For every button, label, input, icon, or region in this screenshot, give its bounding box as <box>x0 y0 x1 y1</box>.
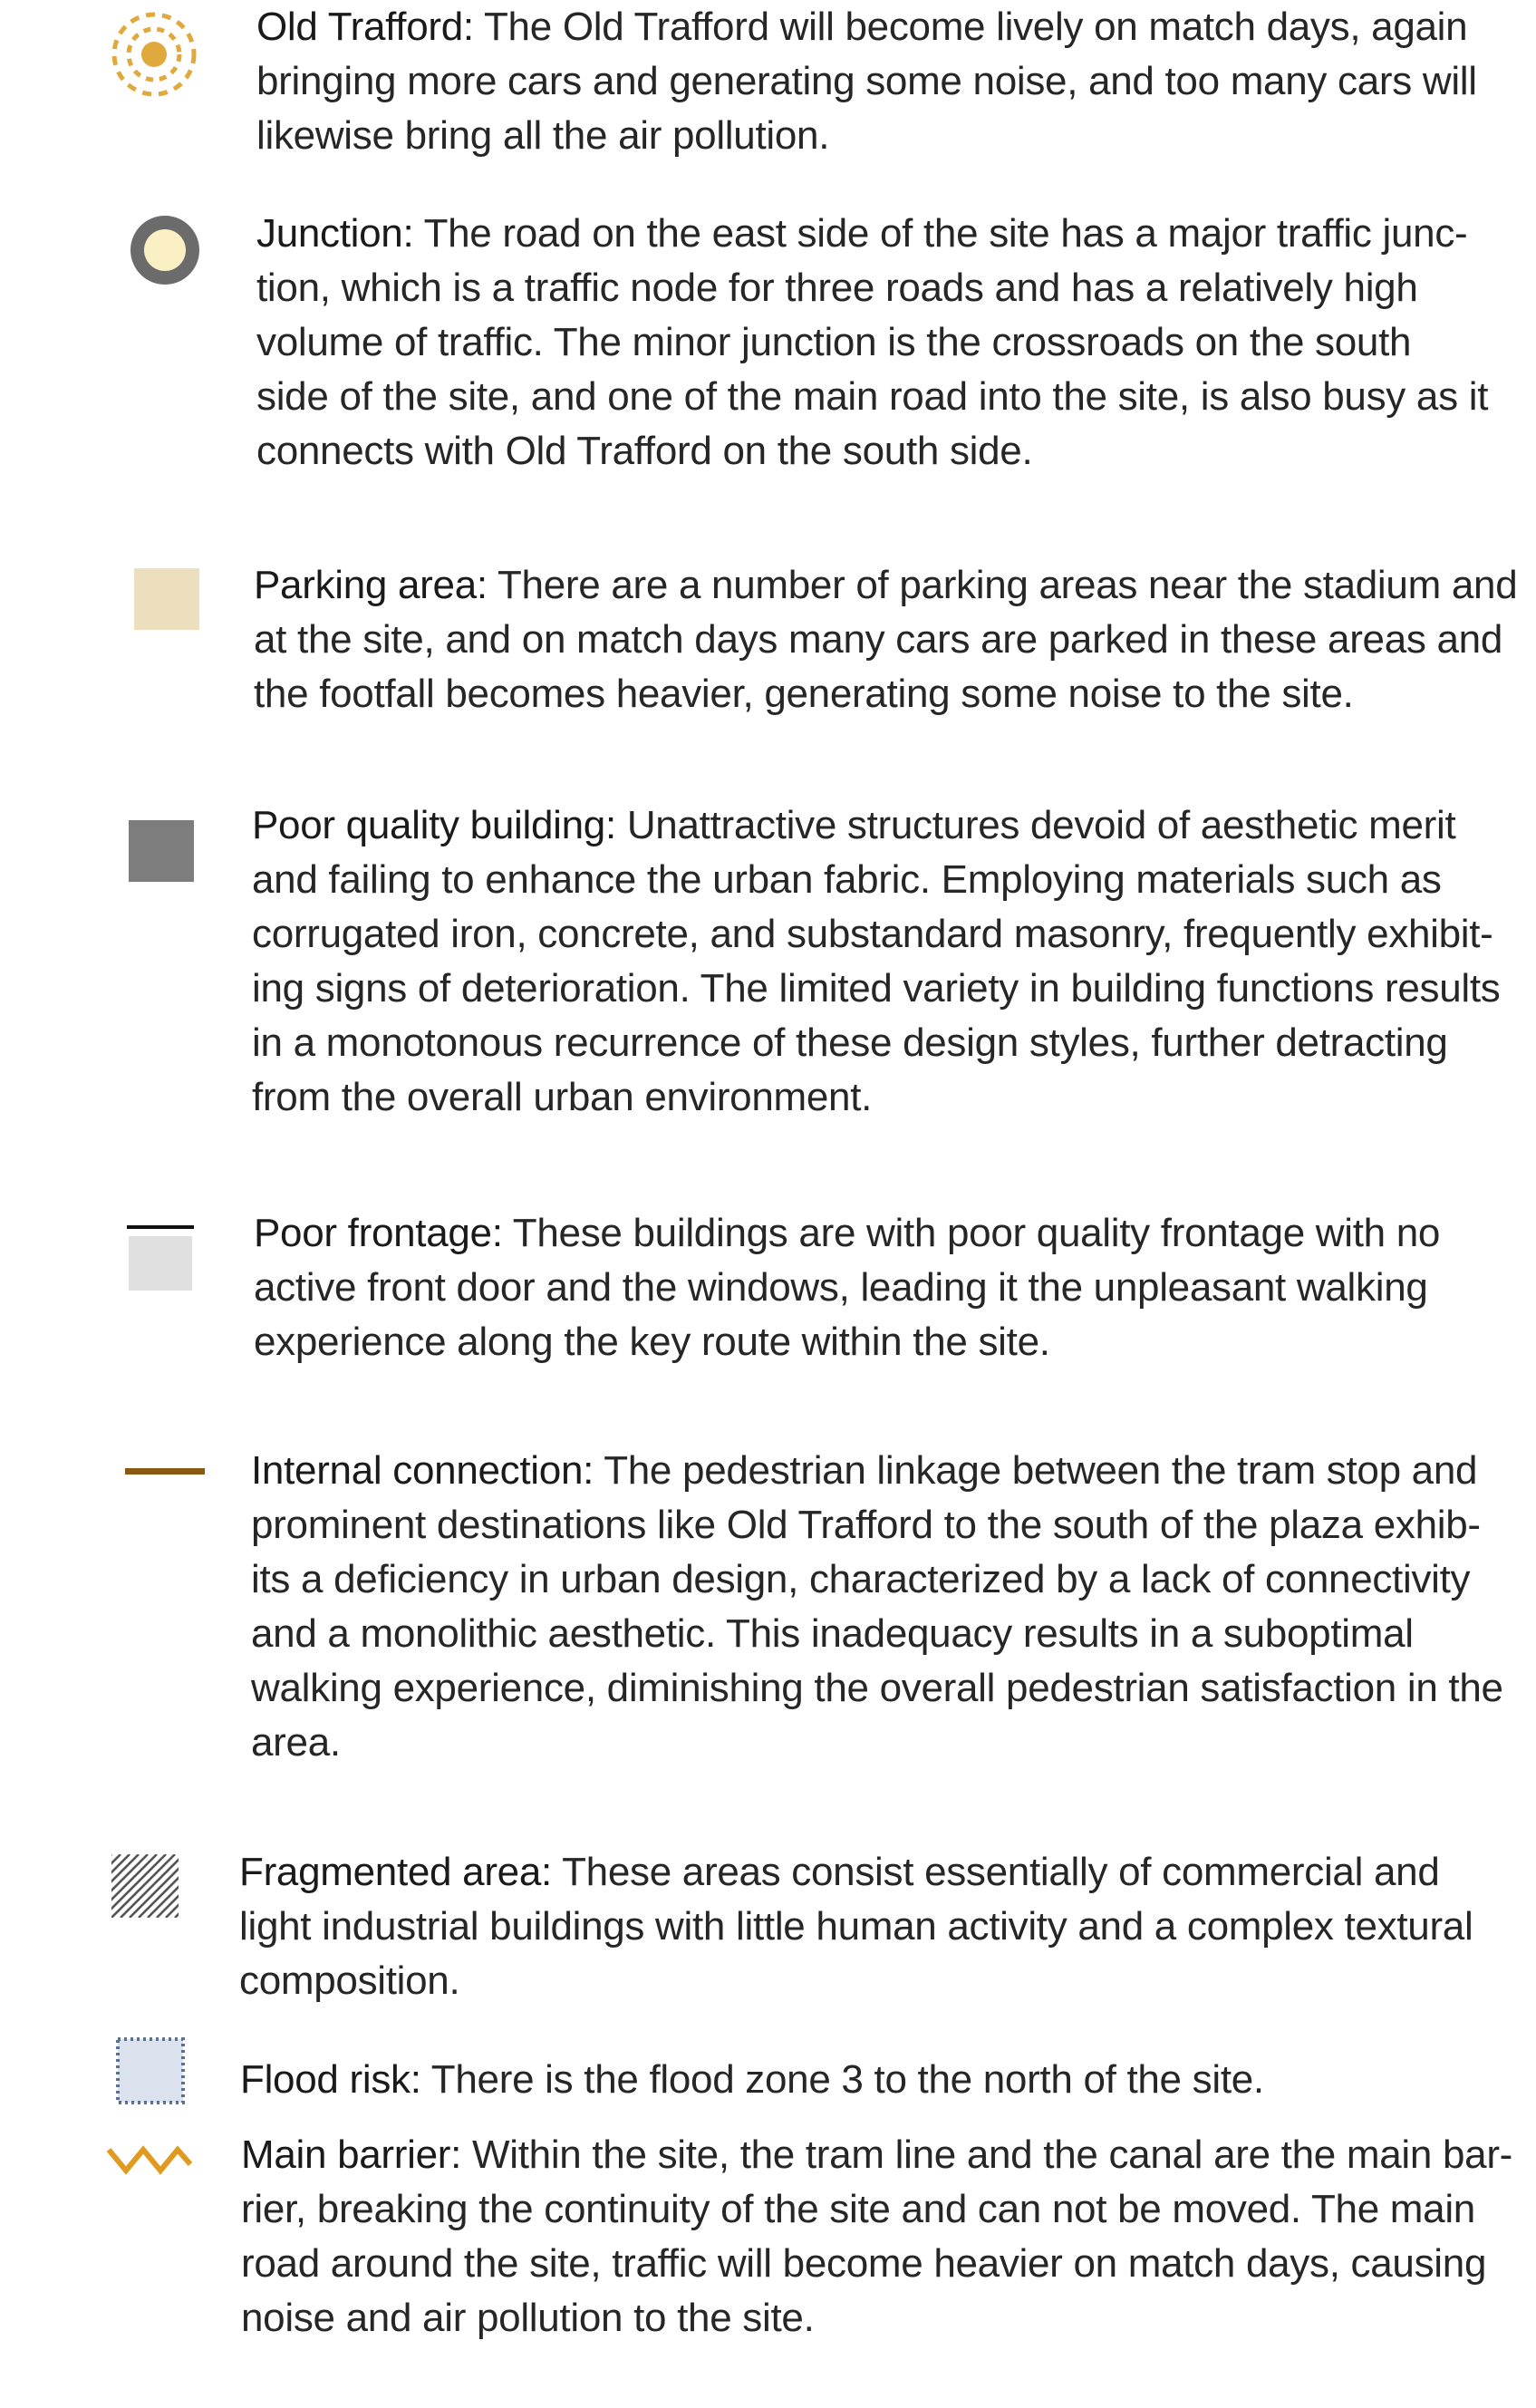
legend-line: in a monotonous recurrence of these design styles, further detracting <box>252 1020 1448 1065</box>
legend-line: These areas consist essentially of commercial and <box>562 1850 1440 1894</box>
legend-text-flood-risk <box>240 2053 1264 2107</box>
legend-line: noise and air pollution to the site. <box>241 2296 815 2340</box>
legend-line: The Old Trafford will become lively on match days, again <box>483 5 1468 49</box>
legend-line: road around the site, traffic will become heavier on match days, causing <box>241 2241 1487 2286</box>
legend-term: Poor quality building: <box>252 803 616 847</box>
legend-line: experience along the key route within the site. <box>254 1320 1050 1364</box>
legend-term: Poor frontage: <box>254 1211 503 1255</box>
legend-line: side of the site, and one of the main road into the site, is also busy as it <box>256 374 1489 419</box>
legend-line: likewise bring all the air pollution. <box>256 113 830 158</box>
legend-line: volume of traffic. The minor junction is the crossroads on the south <box>256 320 1412 364</box>
legend-line: rier, breaking the continuity of the site and can not be moved. The main <box>241 2187 1475 2231</box>
legend-line: tion, which is a traffic node for three roads and has a relatively high <box>256 266 1418 310</box>
legend-line: composition. <box>239 1958 460 2003</box>
legend-text-poor-quality-building <box>252 798 1501 1125</box>
legend-text-fragmented-area <box>239 1845 1473 2008</box>
legend-line: at the site, and on match days many cars are parked in these areas and <box>254 617 1503 662</box>
zigzag-icon <box>106 2142 193 2175</box>
legend-line: The road on the east side of the site has a major traffic junc- <box>423 211 1468 256</box>
frontage-icon <box>127 1225 194 1294</box>
dotted-square-icon <box>115 2036 186 2105</box>
legend-text-poor-frontage <box>254 1206 1440 1369</box>
frontage-fill <box>129 1236 192 1291</box>
legend-line: walking experience, diminishing the overall pedestrian satisfaction in the <box>251 1666 1503 1710</box>
dashed-circle-icon <box>111 11 198 98</box>
legend-line: and a monolithic aesthetic. This inadequacy results in a suboptimal <box>251 1611 1414 1656</box>
legend-line: light industrial buildings with little human activity and a complex textural <box>239 1904 1473 1949</box>
legend-line: ing signs of deterioration. The limited variety in building functions results <box>252 966 1501 1011</box>
grey-square-icon <box>129 820 194 882</box>
legend-line: There is the flood zone 3 to the north of the site. <box>430 2057 1264 2102</box>
legend-line: Within the site, the tram line and the canal are the main bar- <box>472 2132 1513 2177</box>
legend-line: prominent destinations like Old Trafford to the south of the plaza exhib- <box>251 1503 1481 1547</box>
legend-line: its a deficiency in urban design, characterized by a lack of connectivity <box>251 1557 1471 1601</box>
legend-term: Flood risk: <box>240 2057 421 2102</box>
legend-line: bringing more cars and generating some noise, and too many cars will <box>256 59 1477 103</box>
legend-term: Parking area: <box>254 563 488 607</box>
legend-text-old-trafford <box>256 0 1477 163</box>
legend-term: Junction: <box>256 211 414 256</box>
legend-term: Main barrier: <box>241 2132 462 2177</box>
legend-line: Unattractive structures devoid of aesthetic merit <box>626 803 1456 847</box>
legend-line: active front door and the windows, leading it the unpleasant walking <box>254 1265 1428 1310</box>
legend-line: The pedestrian linkage between the tram stop and <box>604 1448 1478 1493</box>
legend-line: corrugated iron, concrete, and substandard masonry, frequently exhibit- <box>252 912 1493 956</box>
brown-line-icon <box>125 1468 205 1475</box>
legend-text-main-barrier <box>241 2128 1512 2345</box>
legend-term: Old Trafford: <box>256 5 474 49</box>
legend-line: the footfall becomes heavier, generating some noise to the site. <box>254 672 1354 716</box>
legend-line: These buildings are with poor quality frontage with no <box>512 1211 1441 1255</box>
hatched-square-icon <box>111 1854 179 1918</box>
legend-text-parking-area <box>254 558 1517 721</box>
legend-text-junction <box>256 207 1488 479</box>
legend-line: There are a number of parking areas near the stadium and <box>497 563 1518 607</box>
beige-square-icon <box>134 568 199 630</box>
legend-text-internal-connection <box>251 1444 1503 1770</box>
ring-dot-icon <box>127 212 203 288</box>
frontage-edge-line <box>127 1225 194 1229</box>
legend-line: and failing to enhance the urban fabric. Employing materials such as <box>252 857 1442 902</box>
legend-line: from the overall urban environment. <box>252 1075 873 1119</box>
legend-line: area. <box>251 1720 341 1765</box>
legend-term: Fragmented area: <box>239 1850 552 1894</box>
legend-term: Internal connection: <box>251 1448 594 1493</box>
legend-line: connects with Old Trafford on the south side. <box>256 429 1033 473</box>
